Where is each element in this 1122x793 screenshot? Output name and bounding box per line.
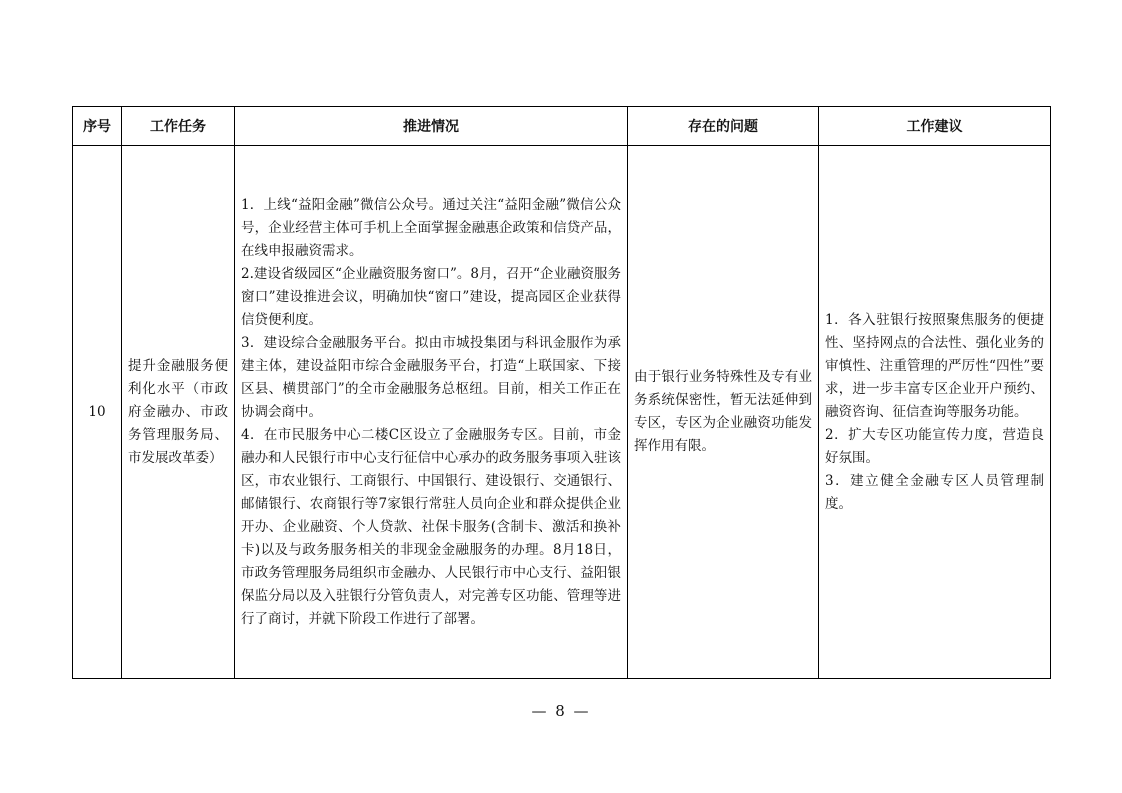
cell-suggestions — [819, 146, 1051, 679]
progress-item: 2.建设省级园区“企业融资服务窗口”。8月，召开“企业融资服务窗口”建设推进会议，明确加快“窗口”建设，提高园区企业获得信贷便利度。 — [241, 265, 621, 328]
task-text: 提升金融服务便利化水平（市政府金融办、市政务管理服务局、市发展改革委） — [128, 357, 228, 466]
table-row — [73, 146, 1051, 679]
suggestion-item: 2．扩大专区功能宣传力度，营造良好氛围。 — [825, 426, 1044, 466]
cell-no — [73, 146, 122, 679]
header-no: 序号 — [73, 107, 122, 146]
page-number: — 8 — — [531, 702, 591, 720]
problems-text: 由于银行业务特殊性及专有业务系统保密性，暂无法延伸到专区，专区为企业融资功能发挥作用有限。 — [634, 369, 812, 454]
cell-task — [122, 146, 235, 679]
row-number: 10 — [88, 403, 106, 420]
progress-item: 3．建设综合金融服务平台。拟由市城投集团与科讯金服作为承建主体，建设益阳市综合金融服务平台，打造“上联国家、下接区县、横贯部门”的全市金融服务总枢纽。目前，相关工作正在协调会商中。 — [241, 334, 621, 420]
header-progress: 推进情况 — [235, 107, 628, 146]
suggestion-item: 3．建立健全金融专区人员管理制度。 — [825, 472, 1044, 512]
header-task: 工作任务 — [122, 107, 235, 146]
suggestions-list — [819, 309, 1050, 516]
suggestion-item: 1．各入驻银行按照聚焦服务的便捷性、坚持网点的合法性、强化业务的审慎性、注重管理的严厉性“四性”要求，进一步丰富专区企业开户预约、融资咨询、征信查询等服务功能。 — [825, 311, 1044, 420]
cell-progress — [235, 146, 628, 679]
progress-item: 4．在市民服务中心二楼C区设立了金融服务专区。目前，市金融办和人民银行市中心支行征信中心承办的政务服务事项入驻该区，市农业银行、工商银行、中国银行、建设银行、交通银行、邮储银行、农商银行等7家银行常驻人员向企业和群众提供企业开办、企业融资、个人贷款、社保卡服务(含制卡、激活和换补卡)以及与政务服务相关的非现金金融服务的办理。8月18日，市政务管理服务局组织市金融办、人民银行市中心支行、益阳银保监分局以及入驻银行分管负责人，对完善专区功能、管理等进行了商讨，并就下阶段工作进行了部署。 — [241, 426, 621, 627]
table-header-row — [73, 107, 1051, 146]
header-problems: 存在的问题 — [628, 107, 819, 146]
work-table — [72, 106, 1051, 679]
progress-item: 1．上线“益阳金融”微信公众号。通过关注“益阳金融”微信公众号，企业经营主体可手机上全面掌握金融惠企政策和信贷产品，在线申报融资需求。 — [241, 196, 621, 259]
cell-problems — [628, 146, 819, 679]
header-suggestions: 工作建议 — [819, 107, 1051, 146]
progress-list — [235, 194, 627, 631]
